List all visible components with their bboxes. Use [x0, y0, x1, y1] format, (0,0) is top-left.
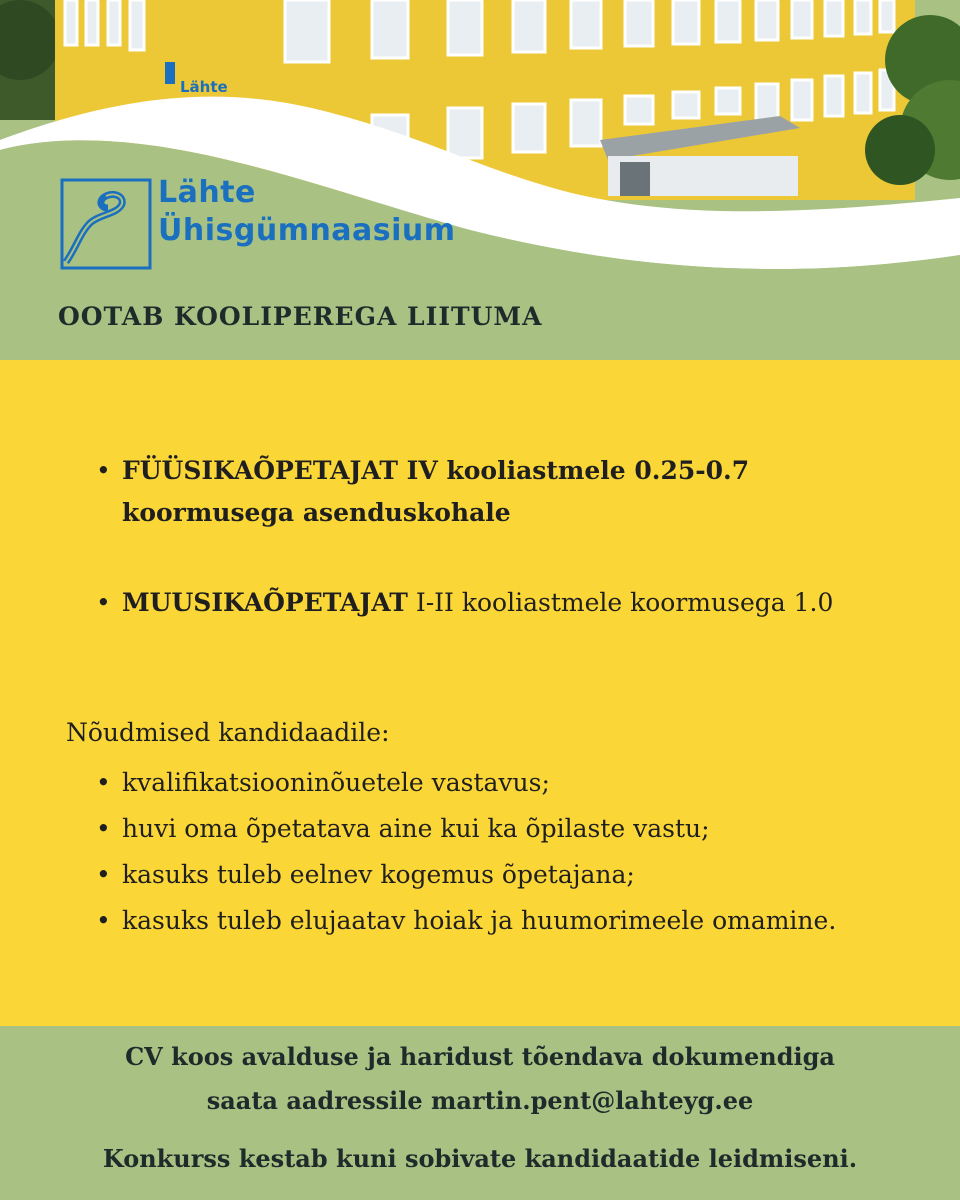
bullet: •: [96, 814, 111, 843]
bullet: •: [96, 906, 111, 935]
requirement-text: kasuks tuleb eelnev kogemus õpetajana;: [122, 860, 635, 889]
job-details: [0, 360, 960, 1026]
position-title: FÜÜSIKAÕPETAJAT IV kooliastmele 0.25-0.7 koormusega asenduskohale: [122, 456, 750, 527]
position-item: [96, 450, 856, 534]
position-item: [96, 582, 876, 624]
footer-cv-text: CV koos avalduse ja haridust tõendava dokumendiga: [125, 1042, 835, 1071]
requirement-text: kasuks tuleb elujaatav hoiak ja huumorimeele omamine.: [122, 906, 837, 935]
footer: [0, 1026, 960, 1200]
logo-line-1: Lähte: [158, 175, 256, 210]
school-logo: [60, 175, 480, 273]
position-details: I-II kooliastmele koormusega 1.0: [407, 588, 834, 617]
bullet: •: [96, 456, 111, 485]
road-logo-icon: [60, 178, 152, 270]
requirements-title: Nõudmised kandidaadile:: [66, 718, 390, 747]
requirement-item: [96, 854, 635, 896]
header-banner: [0, 0, 960, 360]
footer-email-text: saata aadressile martin.pent@lahteyg.ee: [206, 1086, 754, 1115]
position-title: MUUSIKAÕPETAJAT: [122, 588, 408, 617]
bullet: •: [96, 588, 111, 617]
requirement-text: huvi oma õpetatava aine kui ka õpilaste vastu;: [122, 814, 710, 843]
requirement-item: [96, 900, 836, 942]
bullet: •: [96, 768, 111, 797]
footer-deadline-text: Konkurss kestab kuni sobivate kandidaatide leidmiseni.: [102, 1144, 858, 1173]
bullet: •: [96, 860, 111, 889]
requirement-text: kvalifikatsiooninõuetele vastavus;: [122, 768, 550, 797]
tagline: OOTAB KOOLIPEREGA LIITUMA: [58, 302, 543, 331]
building-sign: Lähte: [180, 78, 228, 96]
requirement-item: [96, 762, 550, 804]
requirement-item: [96, 808, 710, 850]
logo-line-2: Ühisgümnaasium: [158, 213, 456, 248]
